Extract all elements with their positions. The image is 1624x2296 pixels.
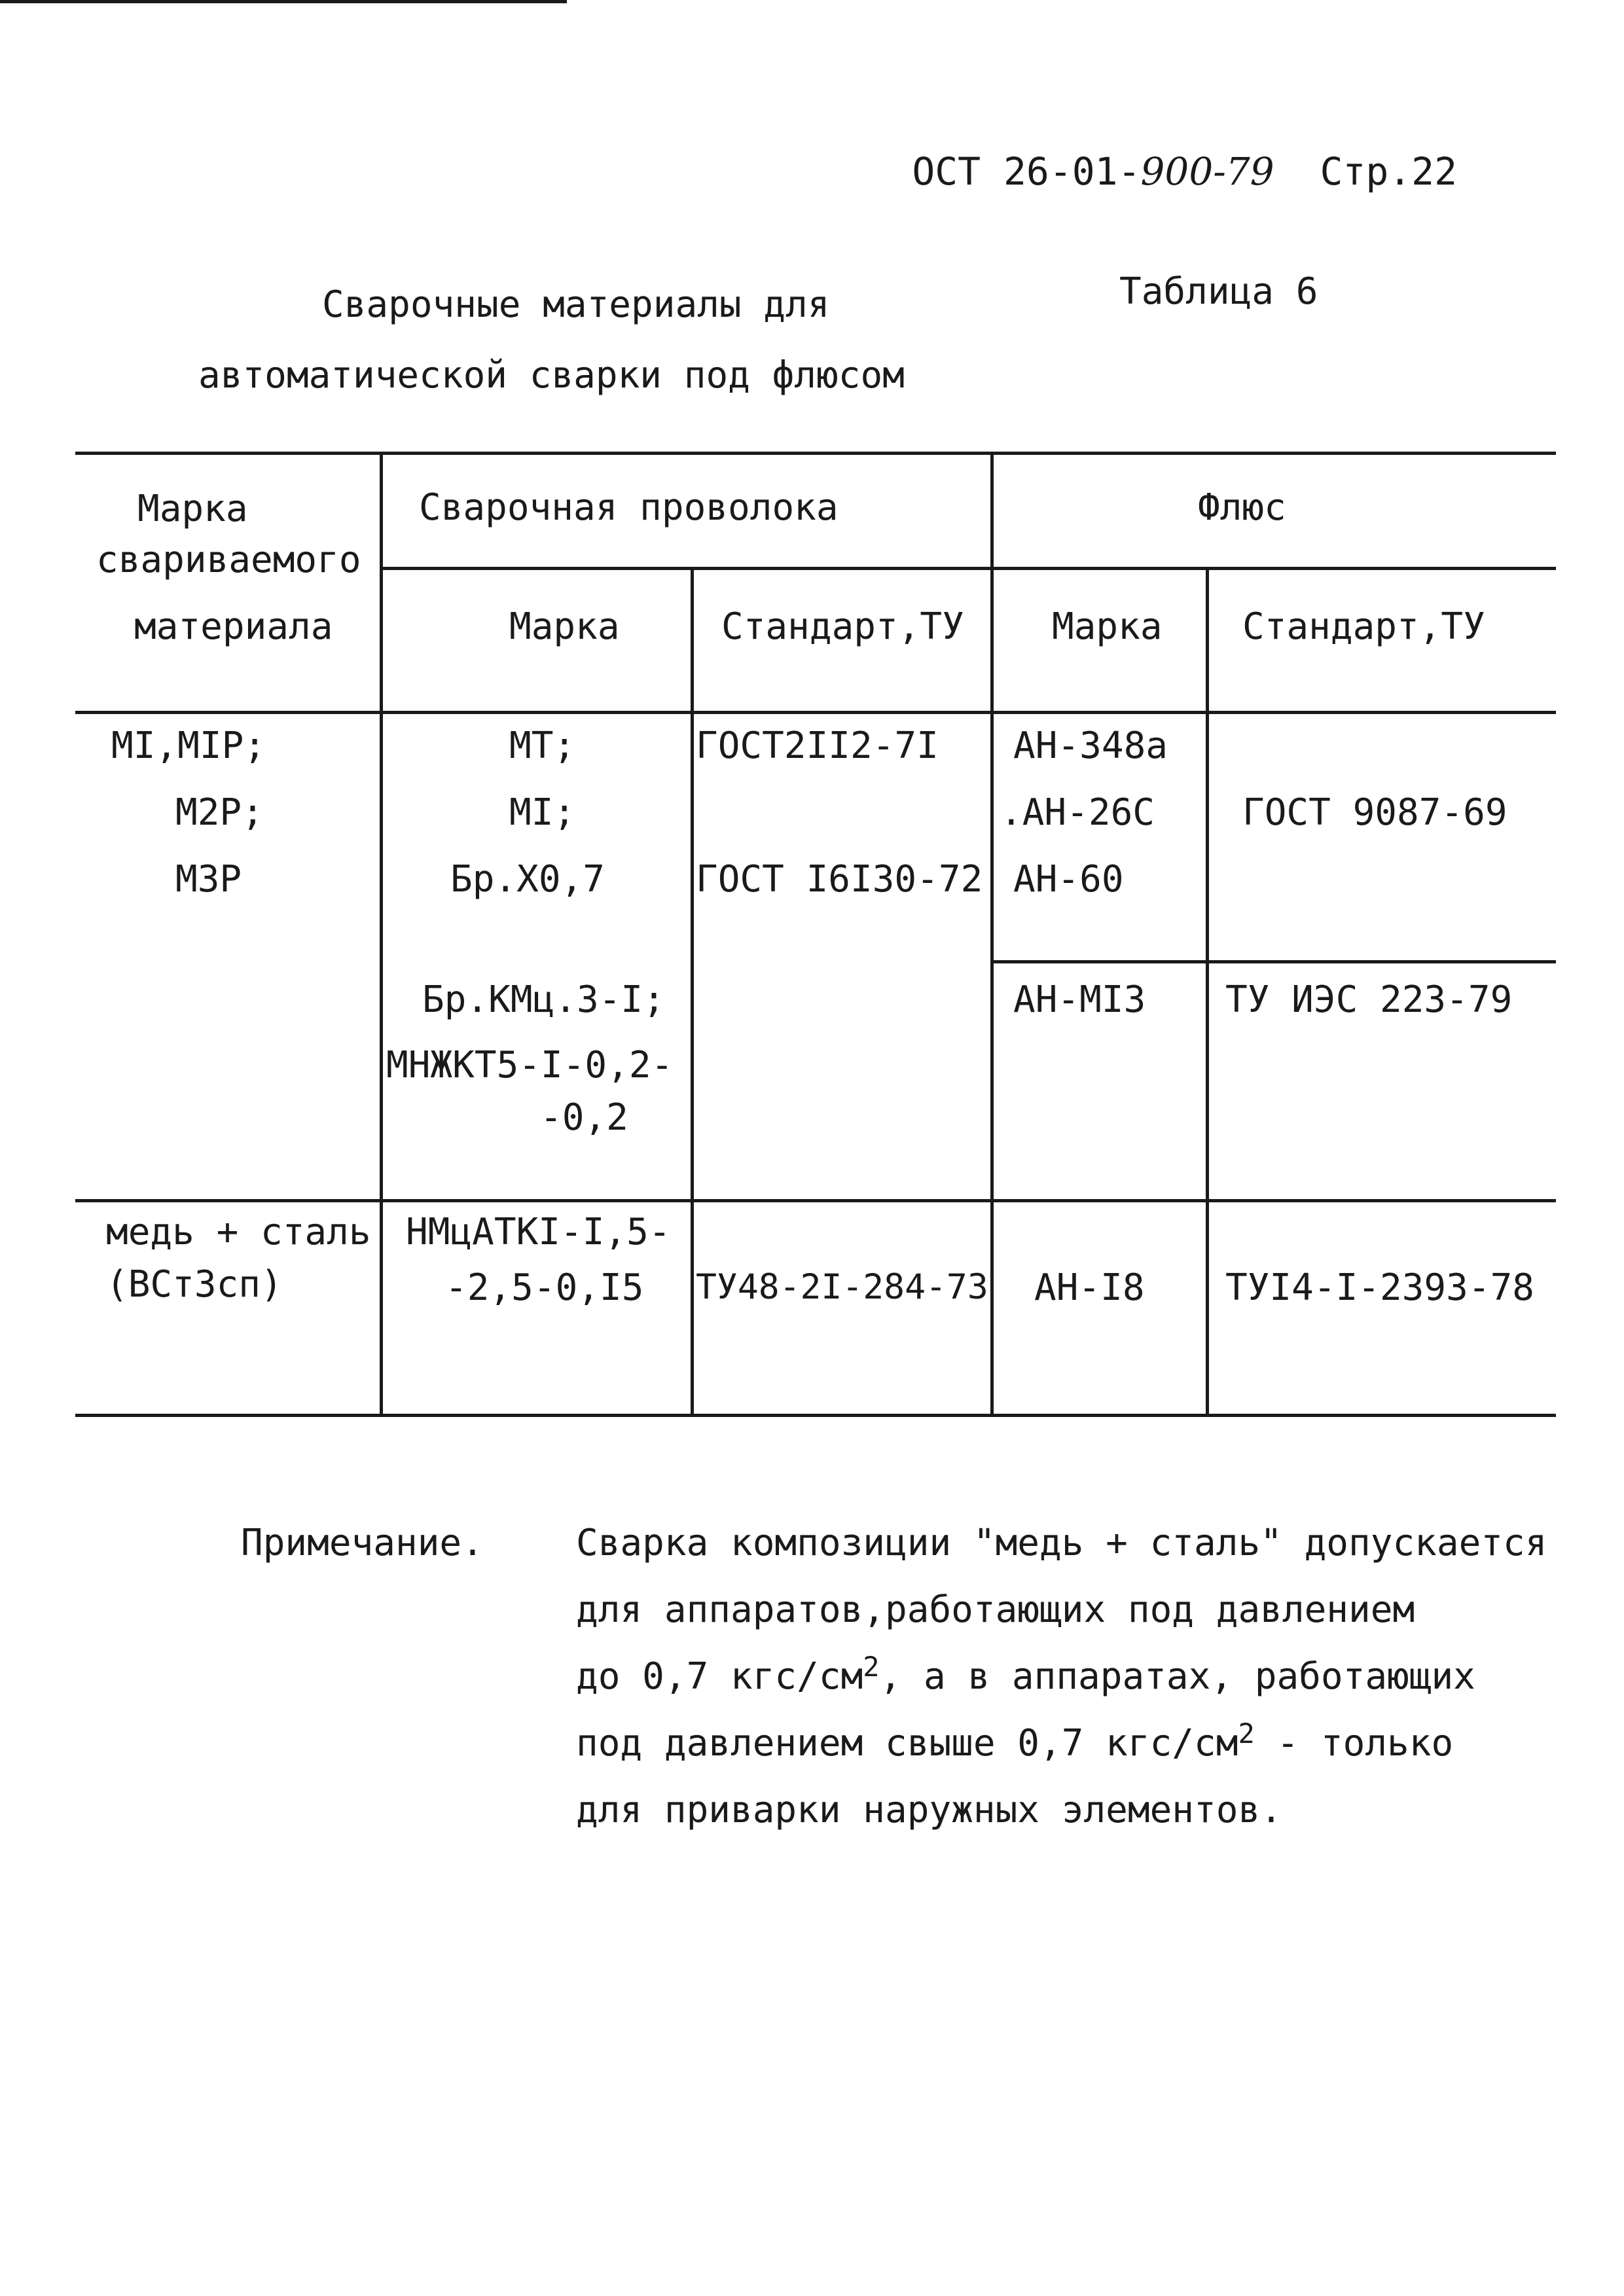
- table-subheader-rule: [380, 567, 1556, 570]
- header-flux-mark: Марка: [1052, 605, 1163, 648]
- cell-material-1c: М3Р: [175, 858, 242, 901]
- note-line-3-superscript: 2: [863, 1651, 880, 1683]
- note-line-4-text-a: под давлением свыше 0,7 кгс/см: [576, 1722, 1238, 1765]
- table-row-rule: [75, 1199, 1556, 1202]
- header-welding-wire: Сварочная проволока: [419, 486, 839, 529]
- document-number: [912, 149, 1457, 194]
- cell-wire-mark-2b: МНЖКТ5-I-0,2-: [386, 1044, 674, 1086]
- table-vrule-2: [691, 567, 694, 1417]
- header-material-line1: Марка: [137, 488, 248, 530]
- header-underline: [0, 0, 567, 3]
- cell-wire-mark-3b: -2,5-0,I5: [445, 1266, 644, 1309]
- cell-material-2b: (ВСт3сп): [106, 1263, 283, 1306]
- cell-wire-mark-1b: МI;: [509, 791, 576, 834]
- cell-material-1a: МI,МIР;: [111, 725, 266, 767]
- note-line-4-superscript: 2: [1238, 1717, 1255, 1749]
- cell-flux-mark-1a: АН-348а: [1013, 725, 1168, 767]
- header-wire-standard: Стандарт,ТУ: [721, 605, 964, 648]
- cell-flux-standard-3: ТУI4-I-2393-78: [1225, 1266, 1535, 1309]
- cell-flux-mark-1b: .АН-26С: [1000, 791, 1155, 834]
- cell-flux-mark-3: АН-I8: [1034, 1266, 1145, 1309]
- table-vrule-4: [1206, 567, 1209, 1417]
- cell-material-2a: медь + сталь: [106, 1211, 371, 1253]
- table-label: Таблица 6: [1119, 270, 1318, 313]
- table-flux-split-rule: [990, 960, 1556, 963]
- header-flux: Флюс: [1198, 486, 1286, 529]
- table-vrule-3: [990, 452, 994, 1417]
- cell-material-1b: М2Р;: [175, 791, 264, 834]
- cell-wire-standard-3: ТУ48-2I-284-73: [696, 1267, 988, 1307]
- cell-wire-mark-1c: Бр.Х0,7: [450, 858, 605, 901]
- note-label: Примечание.: [241, 1522, 484, 1564]
- cell-wire-mark-3a: НМцАТКI-I,5-: [406, 1211, 671, 1253]
- cell-flux-standard-2: ТУ ИЭС 223-79: [1225, 978, 1513, 1021]
- cell-flux-standard-1: ГОСТ 9087-69: [1242, 791, 1507, 834]
- document-code-handwritten: 900-79: [1140, 149, 1274, 194]
- table-top-rule: [75, 452, 1556, 455]
- header-flux-standard: Стандарт,ТУ: [1242, 605, 1485, 648]
- note-line-2: для аппаратов,работающих под давлением: [576, 1588, 1415, 1631]
- note-line-1: Сварка композиции "медь + сталь" допускается: [576, 1522, 1547, 1564]
- page-number: Стр.22: [1320, 149, 1457, 194]
- table-bottom-rule: [75, 1414, 1556, 1417]
- table-title-line2: автоматической сварки под флюсом: [198, 354, 905, 397]
- header-material-line2: свариваемого: [96, 539, 361, 581]
- cell-wire-standard-1: ГОСТ2II2-7I: [696, 725, 939, 767]
- header-wire-mark: Марка: [509, 605, 620, 648]
- cell-wire-standard-2: ГОСТ I6I30-72: [696, 858, 983, 901]
- cell-flux-mark-2: АН-МI3: [1013, 978, 1146, 1021]
- cell-wire-mark-2a: Бр.КМц.3-I;: [422, 978, 665, 1021]
- note-line-3-text-a: до 0,7 кгс/см: [576, 1655, 863, 1698]
- cell-wire-mark-2c: -0,2: [540, 1096, 628, 1139]
- note-line-3: [576, 1651, 1475, 1698]
- header-material-line3: материала: [134, 605, 333, 648]
- cell-wire-mark-1a: МТ;: [509, 725, 576, 767]
- cell-flux-mark-1c: АН-60: [1013, 858, 1124, 901]
- note-line-3-text-b: , а в аппаратах, работающих: [879, 1655, 1475, 1698]
- note-line-4-text-b: - только: [1254, 1722, 1454, 1765]
- table-title-line1: Сварочные материалы для: [322, 283, 830, 326]
- table-vrule-1: [380, 452, 383, 1417]
- document-code: ОСТ 26-01-: [912, 149, 1141, 194]
- note-line-5: для приварки наружных элементов.: [576, 1789, 1282, 1831]
- table-header-bottom-rule: [75, 711, 1556, 714]
- note-line-4: [576, 1717, 1454, 1765]
